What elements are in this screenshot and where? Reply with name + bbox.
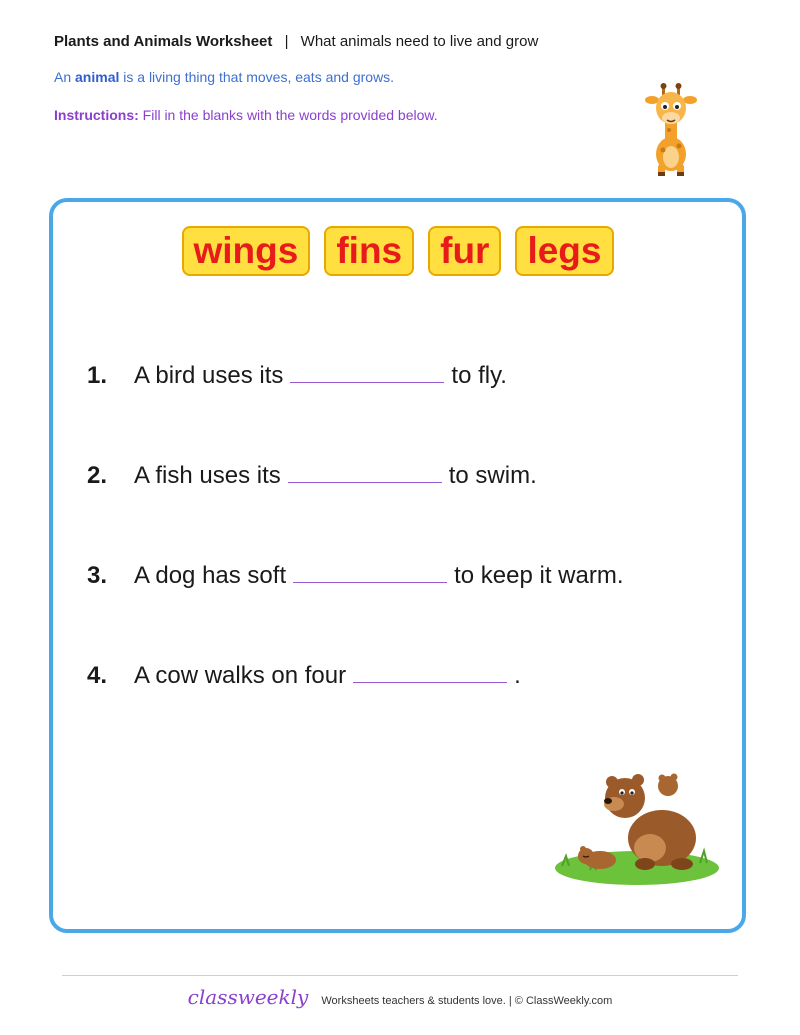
question-text-after: to keep it warm. xyxy=(454,562,624,589)
answer-blank-1[interactable] xyxy=(290,354,444,383)
giraffe-illustration xyxy=(638,82,704,178)
header-separator: | xyxy=(284,33,289,50)
question-number: 3. xyxy=(87,562,108,589)
footer-tagline: Worksheets teachers & students love. | © ClassWeekly.com xyxy=(321,995,613,1007)
question-3 xyxy=(87,554,624,590)
word-bank xyxy=(53,226,742,276)
brand-logo: classweekly xyxy=(187,985,309,1009)
instructions-text: Fill in the blanks with the words provided below. xyxy=(142,107,438,123)
answer-blank-2[interactable] xyxy=(288,454,442,483)
worksheet-subtitle: What animals need to live and grow xyxy=(300,33,539,50)
footer xyxy=(0,985,800,1009)
word-chip-wings: wings xyxy=(182,226,311,276)
question-text-after: to swim. xyxy=(448,462,537,489)
worksheet-title: Plants and Animals Worksheet xyxy=(54,33,273,50)
question-number: 2. xyxy=(87,462,108,489)
footer-divider xyxy=(62,975,738,976)
question-text-before: A fish uses its xyxy=(134,462,281,489)
answer-blank-3[interactable] xyxy=(293,554,447,583)
question-number: 4. xyxy=(87,662,108,689)
animal-definition xyxy=(54,69,394,85)
definition-post: is a living thing that moves, eats and grows. xyxy=(123,69,395,85)
worksheet-header xyxy=(54,33,538,50)
bear-family-illustration xyxy=(550,768,725,888)
word-chip-fins: fins xyxy=(324,226,414,276)
question-1 xyxy=(87,354,507,390)
definition-keyword: animal xyxy=(75,69,120,85)
word-chip-legs: legs xyxy=(515,226,613,276)
answer-blank-4[interactable] xyxy=(353,654,507,683)
question-4 xyxy=(87,654,521,690)
question-text-before: A cow walks on four xyxy=(134,662,347,689)
instructions-label: Instructions: xyxy=(54,107,139,123)
question-text-after: . xyxy=(514,662,521,689)
definition-pre: An xyxy=(54,69,72,85)
question-text-before: A bird uses its xyxy=(134,362,284,389)
question-2 xyxy=(87,454,537,490)
question-number: 1. xyxy=(87,362,108,389)
question-text-before: A dog has soft xyxy=(134,562,287,589)
instructions xyxy=(54,107,438,123)
question-text-after: to fly. xyxy=(451,362,507,389)
word-chip-fur: fur xyxy=(428,226,501,276)
